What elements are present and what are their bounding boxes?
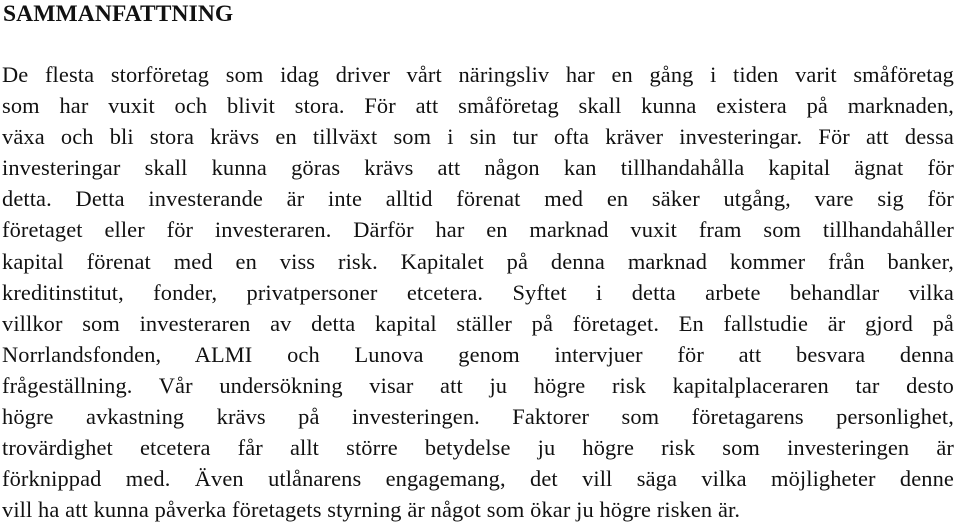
page-title: SAMMANFATTNING bbox=[3, 1, 234, 27]
paragraph-line: investeringar skall kunna göras krävs att någon kan tillhandahålla kapital ägnat för bbox=[2, 155, 954, 181]
paragraph-line: detta. Detta investerande är inte alltid förenat med en säker utgång, vare sig för bbox=[2, 186, 954, 212]
paragraph-line: trovärdighet etcetera får allt större betydelse ju högre risk som investeringen är bbox=[2, 435, 954, 461]
paragraph-line: kapital förenat med en viss risk. Kapitalet på denna marknad kommer från banker, bbox=[2, 248, 954, 274]
paragraph-line: frågeställning. Vår undersökning visar att ju högre risk kapitalplaceraren tar desto bbox=[2, 372, 954, 398]
summary-paragraph bbox=[2, 59, 954, 525]
paragraph-line: som har vuxit och blivit stora. För att småföretag skall kunna existera på marknaden, bbox=[2, 93, 954, 119]
paragraph-line: förknippad med. Även utlånarens engagemang, det vill säga vilka möjligheter denne bbox=[2, 466, 954, 492]
paragraph-line: kreditinstitut, fonder, privatpersoner etcetera. Syftet i detta arbete behandlar vilka bbox=[2, 279, 954, 305]
paragraph-line: växa och bli stora krävs en tillväxt som i sin tur ofta kräver investeringar. För att dessa bbox=[2, 124, 954, 150]
paragraph-line: villkor som investeraren av detta kapital ställer på företaget. En fallstudie är gjord på bbox=[2, 310, 954, 336]
paragraph-line: företaget eller för investeraren. Därför har en marknad vuxit fram som tillhandahåller bbox=[2, 217, 954, 243]
paragraph-line: högre avkastning krävs på investeringen. Faktorer som företagarens personlighet, bbox=[2, 404, 954, 430]
paragraph-line: Norrlandsfonden, ALMI och Lunova genom intervjuer för att besvara denna bbox=[2, 341, 954, 367]
paragraph-line-last: vill ha att kunna påverka företagets styrning är något som ökar ju högre risken är. bbox=[2, 497, 741, 523]
paragraph-line: De flesta storföretag som idag driver vårt näringsliv har en gång i tiden varit småföretag bbox=[2, 62, 954, 87]
